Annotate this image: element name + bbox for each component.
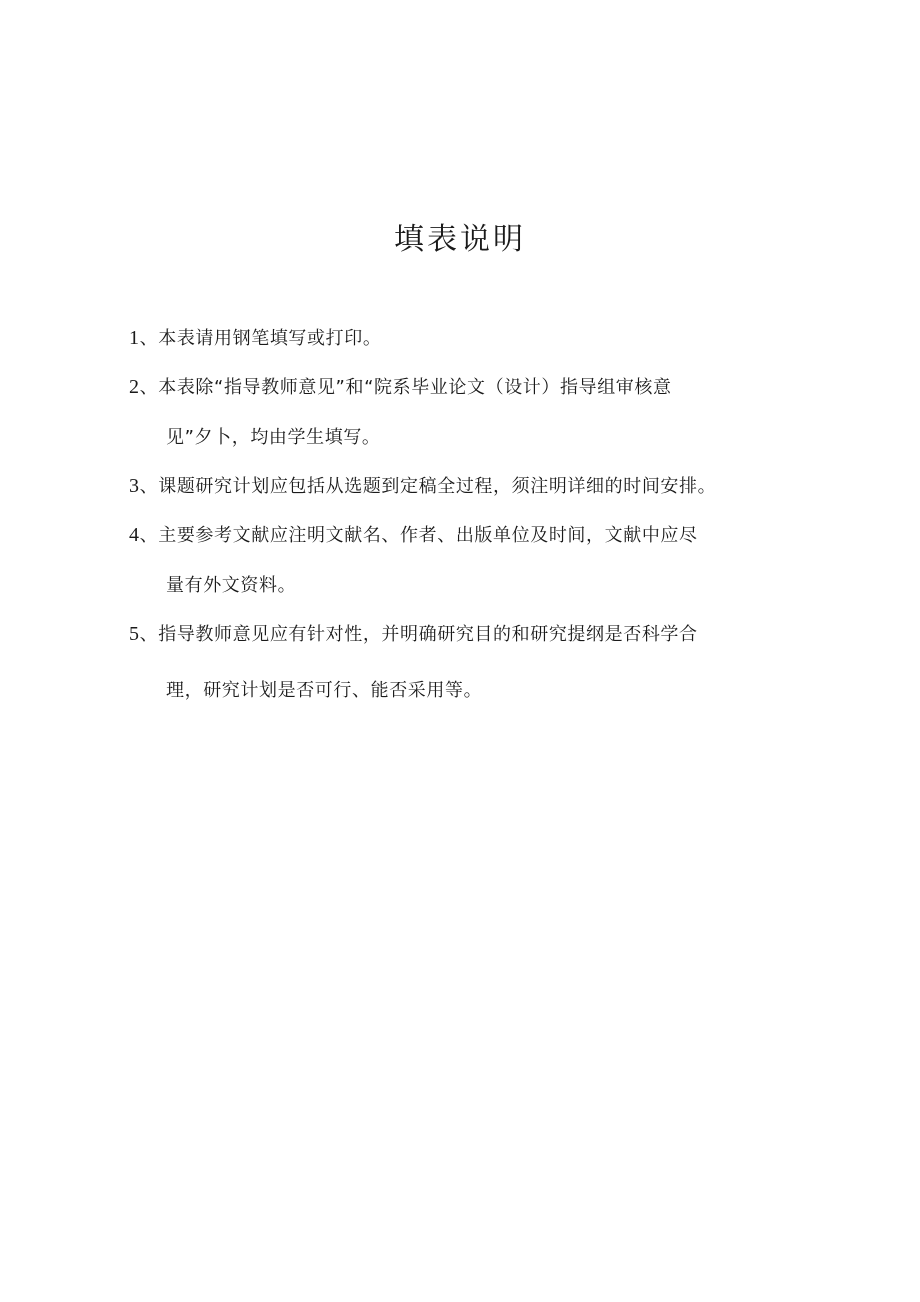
instruction-item-4	[129, 521, 698, 547]
instruction-item-5-continuation	[166, 676, 482, 702]
instruction-item-1	[129, 324, 381, 350]
item-number: 2	[129, 376, 140, 398]
item-text: 理，研究计划是否可行、能否采用等。	[166, 680, 483, 701]
item-text: 主要参考文献应注明文献名、作者、出版单位及时间，文献中应尽	[158, 525, 698, 546]
item-separator: 、	[139, 377, 159, 398]
instruction-item-4-continuation	[166, 571, 296, 597]
item-number: 4	[129, 524, 140, 546]
item-text: 指导教师意见应有针对性，并明确研究目的和研究提纲是否科学合	[158, 624, 698, 645]
item-separator: 、	[139, 624, 159, 645]
instruction-item-2	[129, 373, 672, 399]
instruction-item-3	[129, 472, 716, 498]
item-separator: 、	[139, 328, 159, 349]
instruction-item-5	[129, 620, 698, 646]
item-text: 量有外文资料。	[166, 575, 297, 596]
item-number: 3	[129, 475, 140, 497]
item-text: 本表除“指导教师意见”和“院系毕业论文（设计）指导组审核意	[158, 377, 672, 398]
item-number: 5	[129, 623, 140, 645]
item-text: 见”夕卜，均由学生填写。	[166, 427, 381, 448]
item-text: 本表请用钢笔填写或打印。	[158, 328, 382, 349]
item-number: 1	[129, 327, 140, 349]
instruction-item-2-continuation	[166, 423, 381, 449]
item-separator: 、	[139, 476, 159, 497]
item-text: 课题研究计划应包括从选题到定稿全过程，须注明详细的时间安排。	[158, 476, 717, 497]
page-title: 填表说明	[394, 222, 526, 257]
item-separator: 、	[139, 525, 159, 546]
